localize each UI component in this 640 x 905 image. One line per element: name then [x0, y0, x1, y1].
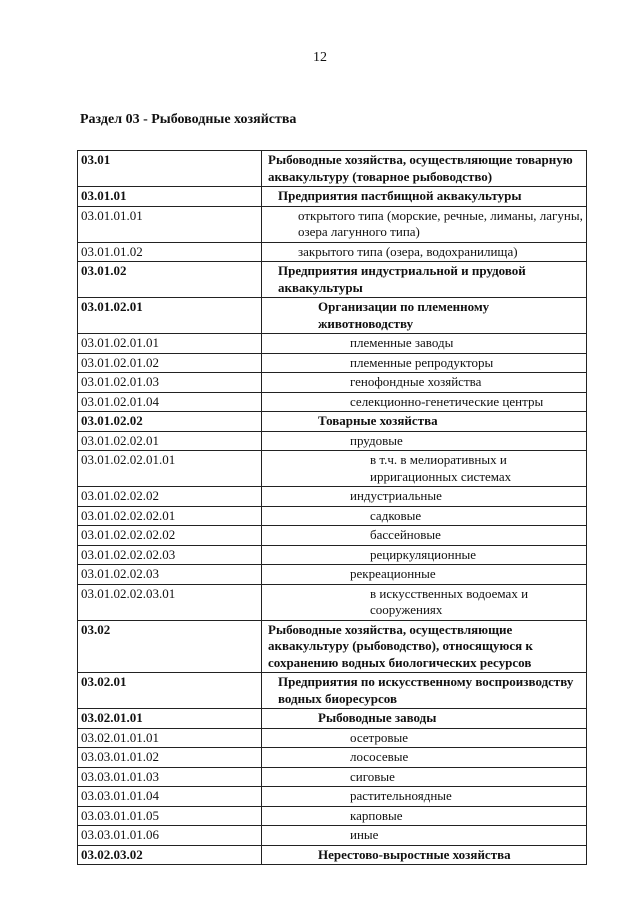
table-row [78, 487, 587, 507]
row-code: 03.03.01.01.04 [78, 787, 262, 807]
table-row [78, 298, 587, 334]
row-name: Рыбоводные хозяйства, осуществляющие аквакультуру (рыбоводство), относящуюся к сохранению водных биологических ресурсов [262, 620, 587, 673]
row-name: рециркуляционные [262, 545, 587, 565]
row-name: бассейновые [262, 526, 587, 546]
row-name: иные [262, 826, 587, 846]
table-row [78, 206, 587, 242]
row-name: Нерестово-выростные хозяйства [262, 845, 587, 865]
row-name: племенные заводы [262, 334, 587, 354]
row-code: 03.01.02.02.02.02 [78, 526, 262, 546]
row-name: Предприятия пастбищной аквакультуры [262, 187, 587, 207]
table-row [78, 506, 587, 526]
row-name: Рыбоводные заводы [262, 709, 587, 729]
table-row [78, 242, 587, 262]
row-code: 03.03.01.01.06 [78, 826, 262, 846]
row-name: генофондные хозяйства [262, 373, 587, 393]
row-name: Товарные хозяйства [262, 412, 587, 432]
row-code: 03.01.02.02.01 [78, 431, 262, 451]
row-code: 03.01.01.02 [78, 242, 262, 262]
table-row [78, 728, 587, 748]
classification-table [77, 150, 587, 865]
table-row [78, 565, 587, 585]
row-code: 03.02.01 [78, 673, 262, 709]
section-title: Раздел 03 - Рыбоводные хозяйства [80, 112, 297, 127]
row-name: закрытого типа (озера, водохранилища) [262, 242, 587, 262]
table-row [78, 353, 587, 373]
row-code: 03.02 [78, 620, 262, 673]
table-row [78, 806, 587, 826]
row-code: 03.01.02.02 [78, 412, 262, 432]
table-row [78, 767, 587, 787]
row-code: 03.01.02.01.03 [78, 373, 262, 393]
row-code: 03.01.02.02.01.01 [78, 451, 262, 487]
row-code: 03.03.01.01.02 [78, 748, 262, 768]
row-code: 03.01.02.02.03 [78, 565, 262, 585]
page-number: 12 [313, 50, 327, 65]
row-name: растительноядные [262, 787, 587, 807]
table-row [78, 334, 587, 354]
row-code: 03.03.01.01.05 [78, 806, 262, 826]
row-name: индустриальные [262, 487, 587, 507]
row-name: селекционно-генетические центры [262, 392, 587, 412]
row-code: 03.01.02 [78, 262, 262, 298]
row-code: 03.01.02.02.02.01 [78, 506, 262, 526]
table-row [78, 526, 587, 546]
row-name: в искусственных водоемах и сооружениях [262, 584, 587, 620]
table-body [78, 151, 587, 865]
row-code: 03.01.01.01 [78, 206, 262, 242]
table-row [78, 373, 587, 393]
table-row [78, 151, 587, 187]
table-row [78, 584, 587, 620]
row-code: 03.01.01 [78, 187, 262, 207]
row-name: Предприятия по искусственному воспроизводству водных биоресурсов [262, 673, 587, 709]
row-code: 03.01.02.01.04 [78, 392, 262, 412]
row-name: Рыбоводные хозяйства, осуществляющие товарную аквакультуру (товарное рыбоводство) [262, 151, 587, 187]
table-row [78, 845, 587, 865]
row-code: 03.01.02.02.02 [78, 487, 262, 507]
row-code: 03.02.01.01.01 [78, 728, 262, 748]
row-name: Организации по племенному животноводству [262, 298, 587, 334]
row-code: 03.02.03.02 [78, 845, 262, 865]
row-name: Предприятия индустриальной и прудовой аквакультуры [262, 262, 587, 298]
row-name: лососевые [262, 748, 587, 768]
row-name: в т.ч. в мелиоративных и ирригационных системах [262, 451, 587, 487]
row-code: 03.01 [78, 151, 262, 187]
row-code: 03.01.02.01 [78, 298, 262, 334]
row-name: рекреационные [262, 565, 587, 585]
table-row [78, 826, 587, 846]
table-row [78, 451, 587, 487]
row-code: 03.02.01.01 [78, 709, 262, 729]
table-row [78, 709, 587, 729]
row-name: сиговые [262, 767, 587, 787]
row-name: открытого типа (морские, речные, лиманы, лагуны, озера лагунного типа) [262, 206, 587, 242]
table-row [78, 392, 587, 412]
row-name: прудовые [262, 431, 587, 451]
table-row [78, 748, 587, 768]
table-row [78, 787, 587, 807]
row-name: карповые [262, 806, 587, 826]
row-code: 03.01.02.02.03.01 [78, 584, 262, 620]
table-row [78, 412, 587, 432]
table-row [78, 262, 587, 298]
row-code: 03.01.02.02.02.03 [78, 545, 262, 565]
row-code: 03.03.01.01.03 [78, 767, 262, 787]
table-row [78, 187, 587, 207]
row-name: садковые [262, 506, 587, 526]
row-code: 03.01.02.01.01 [78, 334, 262, 354]
table-row [78, 431, 587, 451]
row-name: племенные репродукторы [262, 353, 587, 373]
table-row [78, 673, 587, 709]
table-row [78, 620, 587, 673]
row-code: 03.01.02.01.02 [78, 353, 262, 373]
row-name: осетровые [262, 728, 587, 748]
table-row [78, 545, 587, 565]
